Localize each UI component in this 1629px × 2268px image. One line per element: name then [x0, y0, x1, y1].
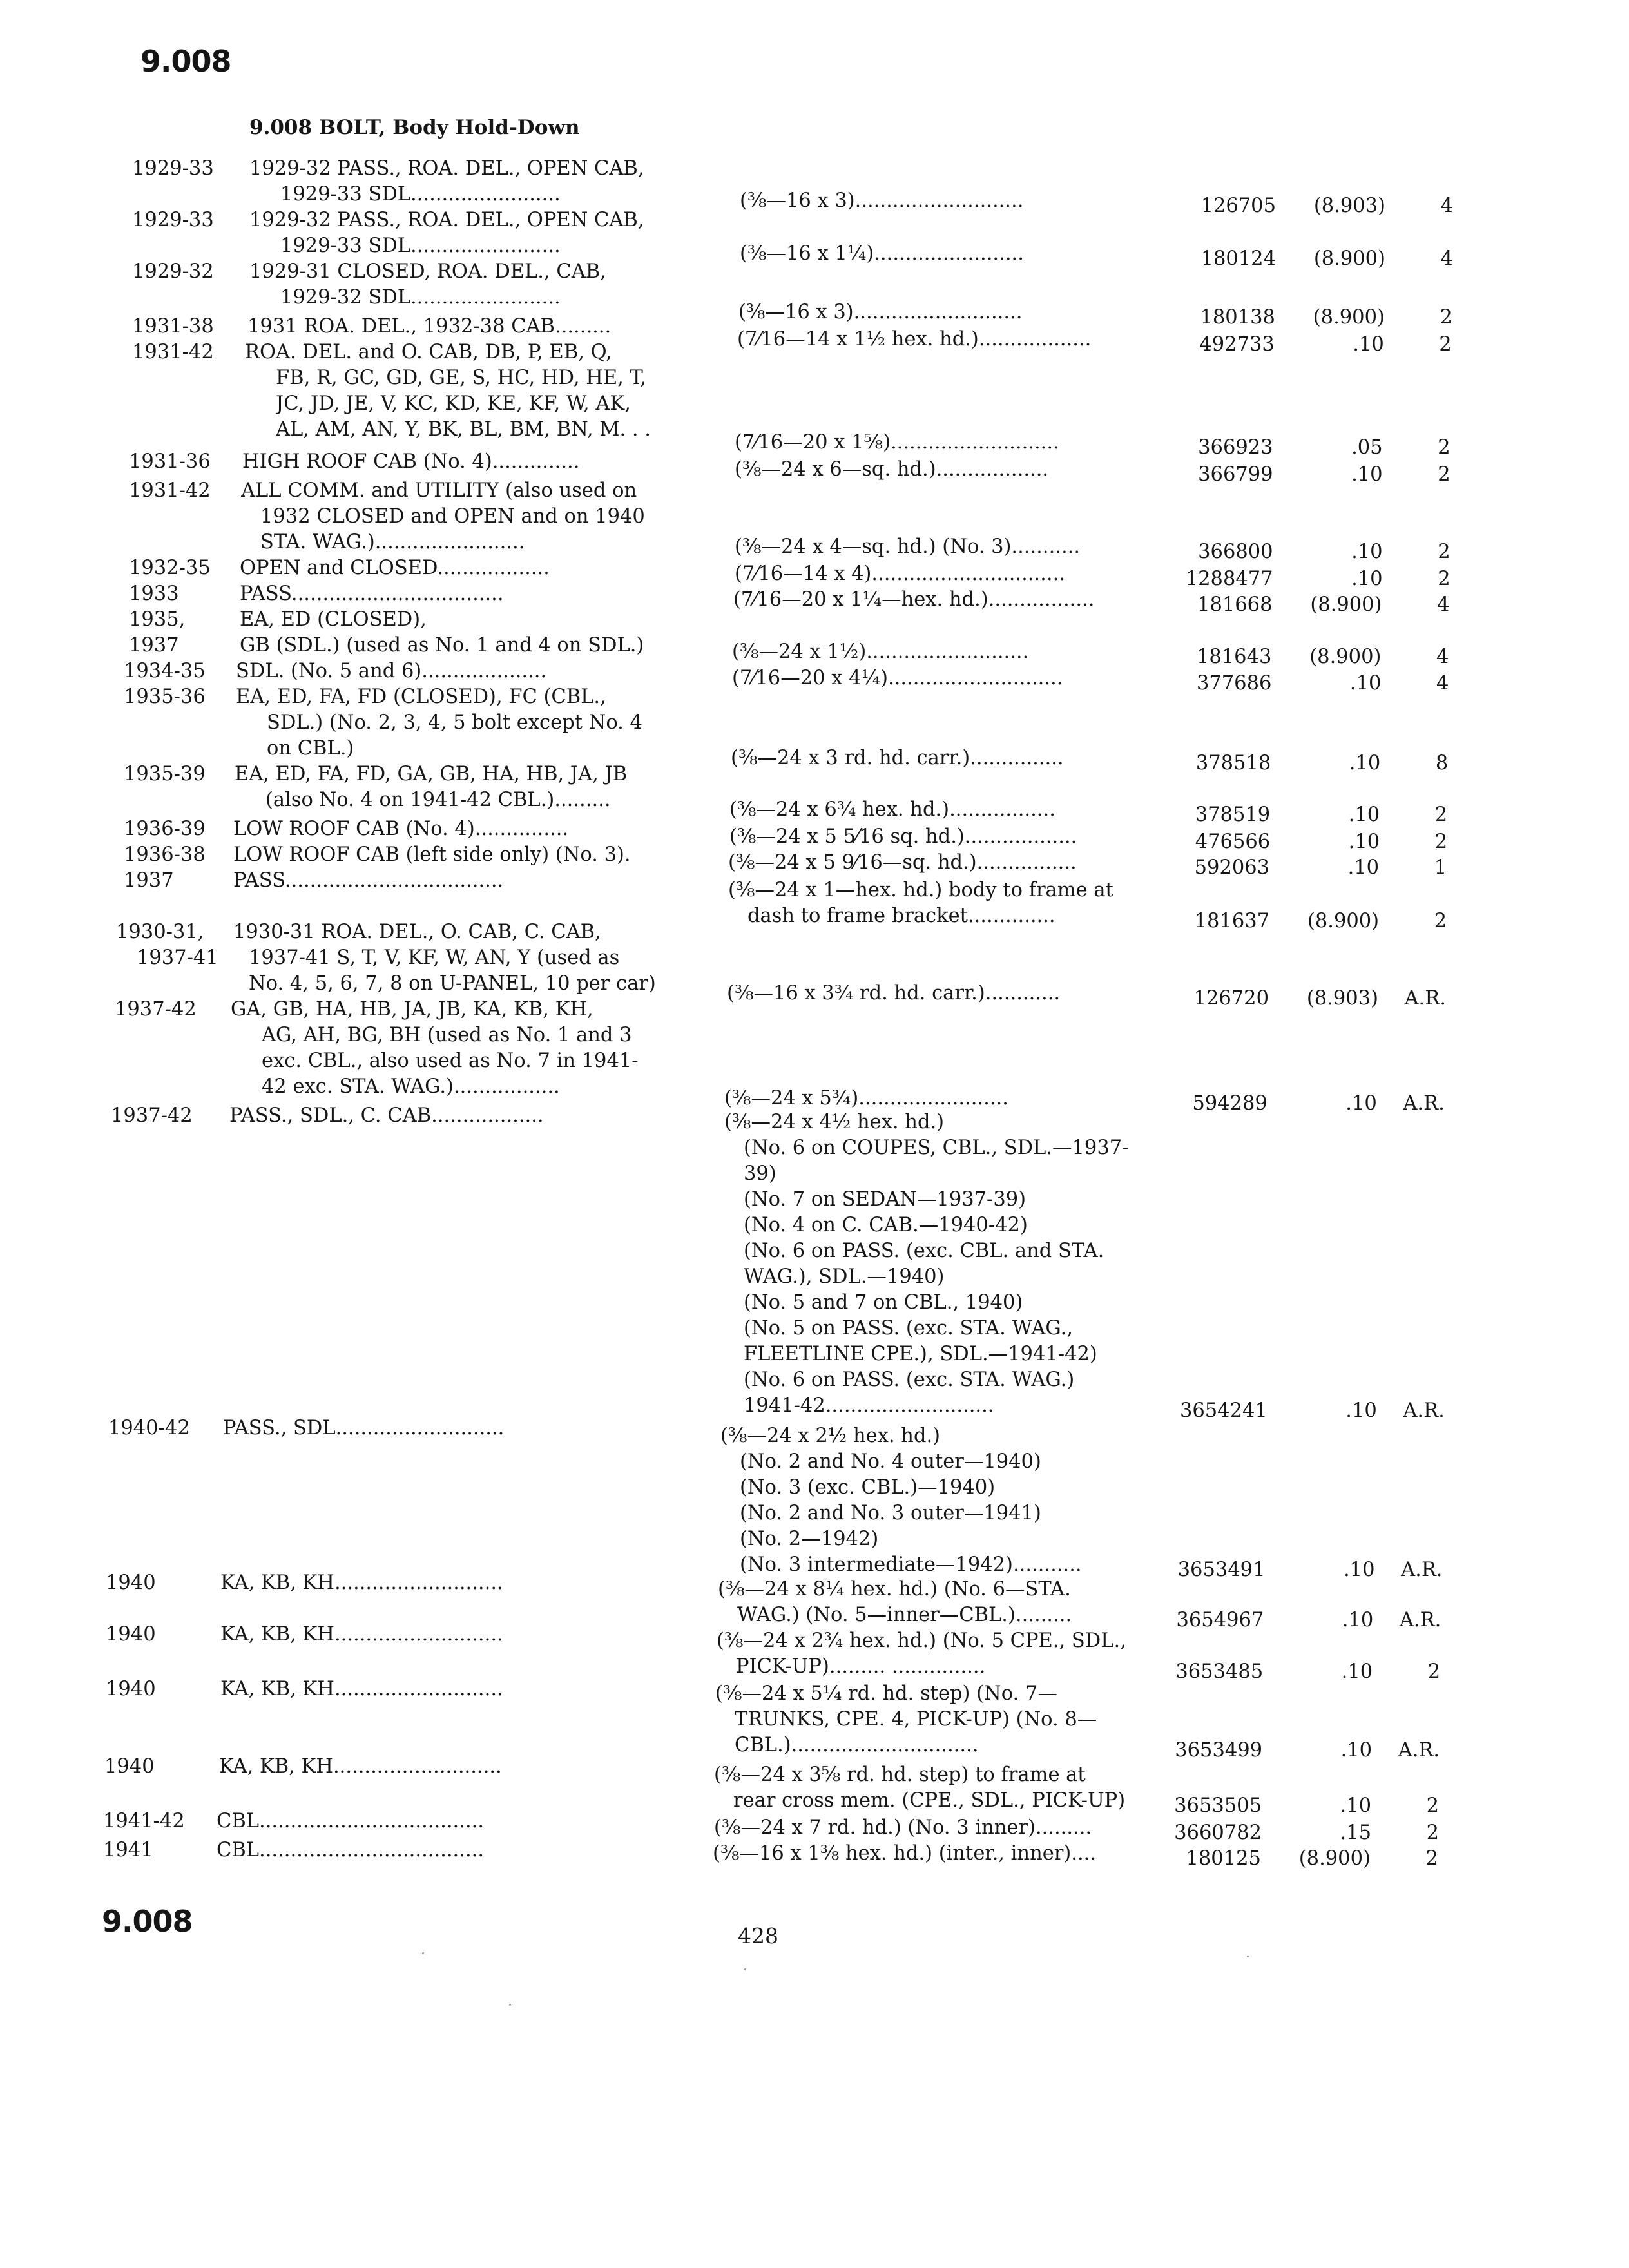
part-number: 366799 [1198, 463, 1273, 486]
body-description: GA, GB, HA, HB, JA, JB, KA, KB, KH, [231, 999, 593, 1021]
part-number: 126720 [1193, 987, 1269, 1010]
part-description: (No. 2 and No. 3 outer—1941) [740, 1503, 1041, 1524]
part-number: 3653485 [1175, 1660, 1264, 1683]
body-description: KA, KB, KH........................... [220, 1624, 503, 1646]
body-description: AG, AH, BG, BH (used as No. 1 and 3 [262, 1024, 632, 1046]
year-range: 1940 [106, 1571, 156, 1594]
part-description: 1941-42........................... [744, 1395, 994, 1417]
part-number: 180138 [1200, 306, 1275, 329]
body-description: 1929-32 PASS., ROA. DEL., OPEN CAB, [249, 158, 644, 180]
body-description: ALL COMM. and UTILITY (also used on [241, 480, 637, 502]
part-description: (⅜—24 x 5 5⁄16 sq. hd.).................. [729, 826, 1077, 848]
body-description: AL, AM, AN, Y, BK, BL, BM, BN, M. . . [276, 419, 651, 441]
print-speck [744, 1968, 746, 1970]
part-description: PICK-UP)......... ............... [736, 1656, 986, 1678]
page-number: 428 [738, 1923, 778, 1948]
body-description: 1937-41 S, T, V, KF, W, AN, Y (used as [249, 947, 620, 969]
part-description: (⅜—24 x 2½ hex. hd.) [720, 1425, 941, 1447]
part-description: dash to frame bracket.............. [747, 905, 1055, 927]
group-number: (8.903) [1313, 195, 1385, 217]
quantity: 2 [1434, 831, 1448, 853]
part-description: (7⁄16—20 x 1⅝)........................... [735, 432, 1059, 454]
year-range: 1940-42 [108, 1417, 190, 1439]
body-description: KA, KB, KH........................... [219, 1756, 502, 1778]
year-range: 1936-39 [124, 818, 206, 840]
part-description: (⅜—24 x 4—sq. hd.) (No. 3)........... [735, 536, 1081, 558]
year-range: 1929-32 [132, 260, 214, 283]
year-range: 1929-33 [132, 209, 214, 231]
year-range: 1931-36 [129, 450, 211, 473]
body-description: CBL.................................... [217, 1840, 485, 1861]
section-title: 9.008 BOLT, Body Hold-Down [249, 116, 580, 139]
group-number: .05 [1351, 436, 1383, 459]
year-range: 1941-42 [103, 1810, 185, 1832]
year-range: 1931-42 [132, 341, 214, 363]
group-number: .10 [1347, 856, 1380, 879]
body-description: PASS................................... [233, 870, 504, 892]
body-description: KA, KB, KH........................... [220, 1678, 503, 1700]
body-description: LOW ROOF CAB (left side only) (No. 3). [233, 844, 631, 866]
quantity: 2 [1438, 463, 1451, 486]
group-number: (8.900) [1298, 1847, 1371, 1870]
group-number: .10 [1348, 803, 1380, 826]
body-description: LOW ROOF CAB (No. 4)............... [233, 818, 569, 840]
part-description: (⅜—24 x 6—sq. hd.).................. [735, 459, 1049, 481]
body-description: EA, ED, FA, FD, GA, GB, HA, HB, JA, JB [235, 764, 628, 785]
year-range: 1940 [106, 1623, 156, 1646]
part-description: (⅜—24 x 3 rd. hd. carr.)............... [731, 747, 1064, 769]
quantity: 2 [1434, 803, 1448, 826]
body-description: 1930-31 ROA. DEL., O. CAB, C. CAB, [233, 921, 601, 943]
body-description: CBL.................................... [217, 1811, 485, 1832]
quantity: 4 [1436, 646, 1449, 668]
part-number: 180124 [1200, 247, 1276, 270]
quantity: 2 [1438, 436, 1451, 459]
part-description: FLEETLINE CPE.), SDL.—1941-42) [744, 1343, 1097, 1365]
group-number: .10 [1345, 1092, 1377, 1115]
part-number: 126705 [1200, 195, 1276, 217]
page-header-label: 9.008 [140, 44, 231, 79]
year-range: 1935, [129, 608, 186, 631]
quantity: 2 [1440, 306, 1452, 329]
part-description: (⅜—16 x 1⅜ hex. hd.) (inter., inner).... [713, 1843, 1097, 1865]
year-range: 1935-39 [124, 763, 206, 785]
part-description: (⅜—24 x 4½ hex. hd.) [724, 1111, 945, 1133]
group-number: .10 [1348, 831, 1380, 853]
part-number: 378519 [1195, 803, 1271, 826]
body-description: STA. WAG.)........................ [260, 532, 525, 553]
body-description: SDL. (No. 5 and 6).................... [236, 660, 547, 682]
quantity: 4 [1440, 195, 1453, 217]
part-description: (7⁄16—14 x 4)............................... [735, 563, 1065, 585]
part-description: 39) [744, 1163, 776, 1185]
part-description: (No. 4 on C. CAB.—1940-42) [744, 1215, 1028, 1236]
year-range: 1937 [124, 869, 174, 892]
year-range: 1941 [103, 1839, 153, 1861]
part-description: (⅜—24 x 7 rd. hd.) (No. 3 inner)......... [714, 1817, 1092, 1839]
year-range: 1931-42 [129, 479, 211, 502]
quantity: 8 [1435, 752, 1449, 774]
body-description: No. 4, 5, 6, 7, 8 on U-PANEL, 10 per car) [249, 973, 656, 995]
group-number: .10 [1349, 672, 1382, 695]
page-footer-label: 9.008 [102, 1904, 193, 1939]
part-number: 3653499 [1175, 1739, 1263, 1762]
part-description: (⅜—16 x 1¼)........................ [740, 243, 1024, 265]
body-description: GB (SDL.) (used as No. 1 and 4 on SDL.) [240, 635, 644, 657]
part-number: 592063 [1194, 856, 1270, 879]
group-number: (8.900) [1313, 247, 1385, 270]
body-description: OPEN and CLOSED.................. [240, 557, 550, 579]
part-description: (⅜—16 x 3)........................... [738, 302, 1023, 323]
body-description: SDL.) (No. 2, 3, 4, 5 bolt except No. 4 [267, 712, 642, 734]
part-number: 180125 [1186, 1847, 1261, 1870]
group-number: (8.900) [1309, 646, 1382, 668]
year-range: 1937-41 [137, 947, 218, 969]
part-number: 3654241 [1179, 1399, 1268, 1422]
body-description: PASS., SDL., C. CAB.................. [229, 1105, 544, 1127]
part-description: (⅜—16 x 3)........................... [740, 190, 1024, 212]
part-description: (No. 2 and No. 4 outer—1940) [740, 1451, 1041, 1473]
part-number: 366800 [1198, 541, 1273, 563]
group-number: .10 [1340, 1739, 1373, 1762]
part-description: (⅜—24 x 3⅝ rd. hd. step) to frame at [714, 1764, 1086, 1786]
part-description: (No. 3 (exc. CBL.)—1940) [740, 1477, 996, 1499]
print-speck [509, 2004, 511, 2006]
group-number: .10 [1351, 463, 1383, 486]
part-description: (No. 3 intermediate—1942)........... [740, 1554, 1082, 1576]
quantity: 4 [1436, 672, 1449, 695]
group-number: .10 [1353, 333, 1384, 356]
year-range: 1937-42 [115, 998, 197, 1021]
part-number: 3653505 [1174, 1794, 1262, 1817]
body-description: 1929-32 SDL........................ [280, 287, 561, 309]
part-number: 377686 [1196, 672, 1272, 695]
quantity: A.R. [1403, 1399, 1445, 1422]
body-description: PASS., SDL........................... [223, 1418, 505, 1439]
year-range: 1929-33 [132, 157, 214, 180]
group-number: .10 [1341, 1660, 1373, 1683]
year-range: 1934-35 [124, 660, 206, 682]
group-number: .10 [1349, 752, 1381, 774]
year-range: 1940 [104, 1755, 155, 1778]
body-description: exc. CBL., also used as No. 7 in 1941- [262, 1050, 639, 1072]
part-number: 1288477 [1185, 568, 1273, 590]
group-number: (8.900) [1310, 593, 1382, 616]
quantity: A.R. [1399, 1609, 1441, 1631]
year-range: 1932-35 [129, 557, 211, 579]
quantity: A.R. [1403, 1092, 1445, 1115]
body-description: 1929-33 SDL........................ [280, 184, 561, 206]
group-number: .10 [1340, 1794, 1371, 1817]
body-description: PASS.................................. [240, 583, 504, 605]
group-number: (8.900) [1313, 306, 1385, 329]
group-number: .10 [1343, 1559, 1375, 1581]
group-number: (8.903) [1306, 987, 1378, 1010]
part-description: (7⁄16—20 x 1¼—hex. hd.)................. [733, 589, 1095, 611]
part-number: 366923 [1198, 436, 1273, 459]
group-number: .10 [1351, 541, 1383, 563]
quantity: 2 [1434, 910, 1447, 932]
year-range: 1937 [129, 634, 179, 657]
part-number: 181643 [1196, 646, 1272, 668]
part-description: WAG.) (No. 5—inner—CBL.)......... [737, 1604, 1072, 1626]
quantity: 1 [1434, 856, 1447, 879]
year-range: 1930-31, [116, 921, 204, 943]
year-range: 1931-38 [132, 315, 214, 338]
quantity: 2 [1438, 541, 1451, 563]
body-description: 1931 ROA. DEL., 1932-38 CAB......... [247, 316, 612, 338]
part-description: (⅜—24 x 5¾)........................ [724, 1088, 1008, 1110]
quantity: 4 [1440, 247, 1453, 270]
part-description: (No. 6 on PASS. (exc. CBL. and STA. [744, 1240, 1104, 1262]
part-description: (No. 6 on PASS. (exc. STA. WAG.) [744, 1369, 1075, 1391]
part-number: 3654967 [1176, 1609, 1264, 1631]
part-description: (⅜—24 x 2¾ hex. hd.) (No. 5 CPE., SDL., [717, 1630, 1126, 1652]
quantity: 4 [1437, 593, 1450, 616]
quantity: 2 [1426, 1821, 1439, 1844]
body-description: FB, R, GC, GD, GE, S, HC, HD, HE, T, [276, 367, 647, 389]
part-description: (⅜—24 x 1½).......................... [732, 641, 1029, 663]
part-number: 378518 [1195, 752, 1271, 774]
year-range: 1933 [129, 582, 179, 605]
part-description: (⅜—24 x 6¾ hex. hd.)................. [729, 799, 1055, 821]
year-range: 1937-42 [111, 1104, 193, 1127]
body-description: 42 exc. STA. WAG.)................. [262, 1076, 560, 1098]
part-number: 181637 [1194, 910, 1270, 932]
group-number: .10 [1345, 1399, 1377, 1422]
part-description: CBL.).............................. [735, 1735, 979, 1756]
part-number: 3653491 [1177, 1559, 1266, 1581]
quantity: 2 [1427, 1660, 1441, 1683]
part-description: (⅜—24 x 1—hex. hd.) body to frame at [728, 879, 1113, 901]
part-number: 492733 [1199, 333, 1275, 356]
part-description: (⅜—24 x 5¼ rd. hd. step) (No. 7— [715, 1683, 1057, 1705]
print-speck [422, 1952, 424, 1954]
body-description: EA, ED, FA, FD (CLOSED), FC (CBL., [236, 686, 606, 708]
group-number: .15 [1340, 1821, 1371, 1844]
part-description: (⅜—24 x 5 9⁄16—sq. hd.)................ [728, 852, 1077, 874]
part-description: rear cross mem. (CPE., SDL., PICK-UP) [733, 1790, 1126, 1812]
group-number: (8.900) [1307, 910, 1380, 932]
part-description: (No. 6 on COUPES, CBL., SDL.—1937- [744, 1137, 1129, 1159]
year-range: 1936-38 [124, 843, 206, 866]
body-description: HIGH ROOF CAB (No. 4).............. [242, 451, 580, 473]
body-description: 1929-33 SDL........................ [280, 235, 561, 257]
part-description: (No. 2—1942) [740, 1528, 879, 1550]
part-description: WAG.), SDL.—1940) [744, 1266, 945, 1288]
body-description: ROA. DEL. and O. CAB, DB, P, EB, Q, [245, 341, 612, 363]
year-range: 1935-36 [124, 686, 206, 708]
body-description: 1929-31 CLOSED, ROA. DEL., CAB, [249, 261, 606, 283]
part-description: (⅜—24 x 8¼ hex. hd.) (No. 6—STA. [718, 1579, 1071, 1600]
quantity: 2 [1425, 1847, 1438, 1870]
quantity: 2 [1438, 568, 1451, 590]
quantity: A.R. [1401, 1559, 1443, 1581]
body-description: 1932 CLOSED and OPEN and on 1940 [260, 506, 645, 528]
part-description: (No. 5 and 7 on CBL., 1940) [744, 1292, 1023, 1314]
part-number: 3660782 [1174, 1821, 1262, 1844]
quantity: A.R. [1398, 1739, 1440, 1762]
body-description: EA, ED (CLOSED), [240, 609, 427, 631]
part-number: 181668 [1197, 593, 1273, 616]
group-number: .10 [1342, 1609, 1374, 1631]
body-description: KA, KB, KH........................... [220, 1572, 503, 1594]
body-description: on CBL.) [267, 738, 354, 760]
quantity: 2 [1426, 1794, 1439, 1817]
quantity: A.R. [1404, 987, 1446, 1010]
part-number: 476566 [1195, 831, 1271, 853]
part-description: (No. 7 on SEDAN—1937-39) [744, 1189, 1027, 1211]
group-number: .10 [1351, 568, 1383, 590]
body-description: 1929-32 PASS., ROA. DEL., OPEN CAB, [249, 209, 644, 231]
part-description: (7⁄16—14 x 1½ hex. hd.).................. [737, 329, 1092, 351]
print-speck [1247, 1956, 1249, 1957]
part-description: (No. 5 on PASS. (exc. STA. WAG., [744, 1318, 1074, 1340]
body-description: (also No. 4 on 1941-42 CBL.)......... [265, 789, 611, 811]
year-range: 1940 [106, 1678, 156, 1700]
quantity: 2 [1439, 333, 1452, 356]
body-description: JC, JD, JE, V, KC, KD, KE, KF, W, AK, [276, 393, 631, 415]
part-description: TRUNKS, CPE. 4, PICK-UP) (No. 8— [735, 1709, 1097, 1731]
part-description: (⅜—16 x 3¾ rd. hd. carr.)............ [727, 983, 1061, 1004]
part-number: 594289 [1192, 1092, 1268, 1115]
part-description: (7⁄16—20 x 4¼)............................ [732, 668, 1063, 689]
